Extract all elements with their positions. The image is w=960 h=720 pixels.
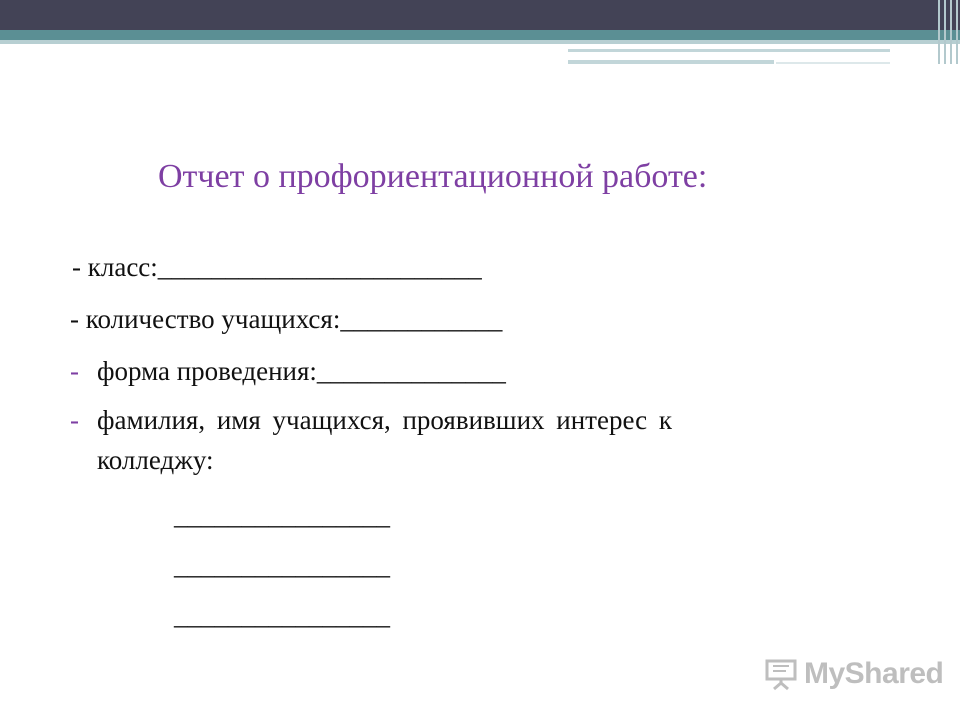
bullet-marker: -	[70, 356, 79, 386]
decorative-line	[776, 62, 890, 64]
myshared-watermark	[764, 654, 943, 694]
header-bar	[0, 0, 960, 30]
header-accent-band	[0, 30, 960, 40]
slide-title: Отчет о профориентационной работе:	[158, 158, 708, 195]
presentation-board-icon	[764, 657, 798, 691]
watermark-text: MyShared	[804, 657, 944, 690]
field-class: - класс:________________________	[72, 252, 482, 282]
decorative-line	[568, 60, 774, 64]
field-student-count: - количество учащихся:____________	[70, 304, 503, 334]
blank-line: ________________	[174, 600, 390, 630]
field-format: форма проведения:______________	[97, 356, 506, 386]
header-accent-band-light	[0, 40, 960, 44]
bullet-marker: -	[70, 405, 79, 435]
field-interested-students: фамилия, имя учащихся, проявивших интерес к	[97, 405, 672, 435]
blank-line: ________________	[174, 550, 390, 580]
decorative-vertical-stripes	[932, 0, 960, 64]
decorative-line	[568, 49, 890, 52]
blank-line: ________________	[174, 500, 390, 530]
field-interested-students-continuation: колледжу:	[97, 445, 214, 475]
